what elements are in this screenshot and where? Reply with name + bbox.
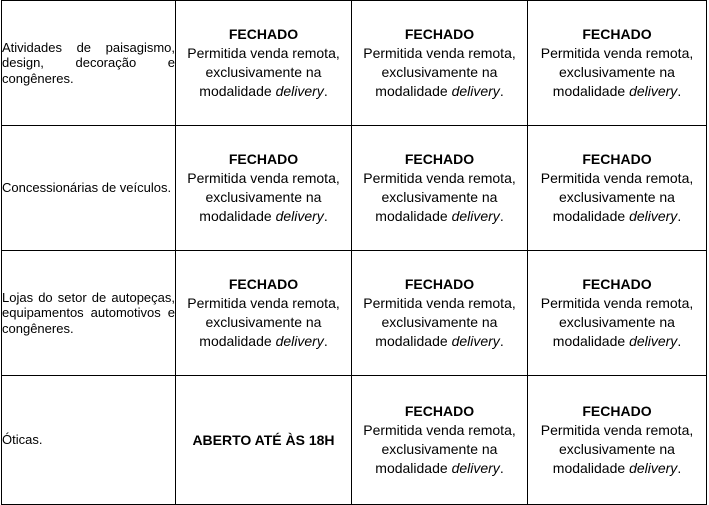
- closed-status-emphasis: delivery: [629, 83, 678, 99]
- closed-status-line: Permitida venda remota,: [363, 45, 516, 61]
- open-status-label: ABERTO ATÉ ÀS 18H: [192, 431, 335, 448]
- closed-status-prefix: modalidade: [552, 83, 630, 99]
- closed-status-line: exclusivamente na: [205, 189, 322, 205]
- closed-status-line: Permitida venda remota,: [187, 45, 340, 61]
- closed-status-line: [528, 82, 706, 101]
- activity-label: Óticas.: [2, 432, 43, 448]
- closed-status-line: Permitida venda remota,: [363, 295, 516, 311]
- closed-status-line: [528, 459, 706, 478]
- closed-status-title: FECHADO: [582, 276, 652, 292]
- closed-status-suffix: .: [677, 460, 682, 476]
- activity-label: Concessionárias de veículos.: [2, 180, 172, 196]
- closed-status-line: [352, 207, 527, 226]
- closed-status-suffix: .: [323, 83, 328, 99]
- closed-status-prefix: modalidade: [199, 208, 276, 224]
- closed-status-title: FECHADO: [582, 151, 652, 167]
- status-cell-closed: [352, 1, 528, 126]
- closed-status-prefix: modalidade: [199, 333, 276, 349]
- closed-status-emphasis: delivery: [451, 333, 500, 349]
- closed-status-prefix: modalidade: [552, 333, 630, 349]
- table-row: [2, 376, 707, 505]
- closed-status-title: FECHADO: [582, 403, 652, 419]
- closed-status-title: FECHADO: [228, 276, 299, 292]
- status-cell-closed: [528, 251, 707, 376]
- closed-status-line: [528, 332, 706, 351]
- status-cell-closed: [352, 376, 528, 505]
- activity-cell: [2, 1, 176, 126]
- closed-status-line: [176, 332, 351, 351]
- status-cell-closed: [528, 126, 707, 251]
- closed-status-line: Permitida venda remota,: [187, 170, 340, 186]
- status-cell-closed: [528, 1, 707, 126]
- closed-status-prefix: modalidade: [552, 460, 630, 476]
- closed-status-emphasis: delivery: [275, 208, 324, 224]
- closed-status-suffix: .: [323, 333, 328, 349]
- closed-status-emphasis: delivery: [451, 83, 500, 99]
- closed-status-title: FECHADO: [404, 26, 475, 42]
- closed-status-prefix: modalidade: [375, 460, 452, 476]
- status-cell-closed: [352, 126, 528, 251]
- closed-status-line: exclusivamente na: [559, 64, 675, 80]
- closed-status-suffix: .: [323, 208, 328, 224]
- closed-status-title: FECHADO: [228, 151, 299, 167]
- closed-status-line: [352, 82, 527, 101]
- closed-status-emphasis: delivery: [275, 333, 324, 349]
- regulations-table: [1, 0, 707, 505]
- closed-status-title: FECHADO: [404, 276, 475, 292]
- closed-status-suffix: .: [677, 208, 682, 224]
- closed-status-line: Permitida venda remota,: [540, 295, 694, 311]
- table-row: [2, 251, 707, 376]
- closed-status-line: exclusivamente na: [381, 64, 498, 80]
- closed-status-emphasis: delivery: [629, 208, 678, 224]
- closed-status-emphasis: delivery: [451, 208, 500, 224]
- closed-status-line: exclusivamente na: [559, 441, 675, 457]
- closed-status-line: Permitida venda remota,: [540, 422, 694, 438]
- closed-status-emphasis: delivery: [451, 460, 500, 476]
- closed-status-prefix: modalidade: [375, 83, 452, 99]
- closed-status-prefix: modalidade: [375, 333, 452, 349]
- table-row: [2, 126, 707, 251]
- activity-cell: [2, 251, 176, 376]
- closed-status-line: exclusivamente na: [205, 64, 322, 80]
- table-row: [2, 1, 707, 126]
- closed-status-title: FECHADO: [228, 26, 299, 42]
- closed-status-suffix: .: [499, 460, 504, 476]
- closed-status-emphasis: delivery: [629, 333, 678, 349]
- closed-status-line: exclusivamente na: [381, 314, 498, 330]
- closed-status-title: FECHADO: [582, 26, 652, 42]
- activity-cell: [2, 376, 176, 505]
- closed-status-emphasis: delivery: [629, 460, 678, 476]
- closed-status-line: [352, 459, 527, 478]
- status-cell-closed: [528, 376, 707, 505]
- closed-status-suffix: .: [677, 333, 682, 349]
- activity-label: Lojas do setor de autopeças, equipamentos automotivos e congêneres.: [2, 289, 175, 336]
- closed-status-line: [528, 207, 706, 226]
- status-cell-closed: [352, 251, 528, 376]
- closed-status-title: FECHADO: [404, 151, 475, 167]
- closed-status-prefix: modalidade: [199, 83, 276, 99]
- closed-status-line: Permitida venda remota,: [363, 170, 516, 186]
- closed-status-suffix: .: [499, 83, 504, 99]
- closed-status-line: Permitida venda remota,: [540, 45, 694, 61]
- closed-status-line: exclusivamente na: [381, 189, 498, 205]
- status-cell-closed: [176, 251, 352, 376]
- activity-label: Atividades de paisagismo, design, decoração e congêneres.: [2, 39, 175, 86]
- closed-status-suffix: .: [677, 83, 682, 99]
- closed-status-line: Permitida venda remota,: [363, 422, 516, 438]
- closed-status-line: exclusivamente na: [205, 314, 322, 330]
- closed-status-line: Permitida venda remota,: [187, 295, 340, 311]
- closed-status-line: [352, 332, 527, 351]
- closed-status-prefix: modalidade: [552, 208, 630, 224]
- closed-status-title: FECHADO: [404, 403, 475, 419]
- closed-status-line: exclusivamente na: [559, 314, 675, 330]
- closed-status-suffix: .: [499, 208, 504, 224]
- activity-cell: [2, 126, 176, 251]
- closed-status-line: [176, 207, 351, 226]
- status-cell-closed: [176, 126, 352, 251]
- closed-status-line: Permitida venda remota,: [540, 170, 694, 186]
- closed-status-suffix: .: [499, 333, 504, 349]
- closed-status-line: exclusivamente na: [381, 441, 498, 457]
- status-cell-open: [176, 376, 352, 505]
- closed-status-prefix: modalidade: [375, 208, 452, 224]
- closed-status-line: exclusivamente na: [559, 189, 675, 205]
- status-cell-closed: [176, 1, 352, 126]
- closed-status-emphasis: delivery: [275, 83, 324, 99]
- closed-status-line: [176, 82, 351, 101]
